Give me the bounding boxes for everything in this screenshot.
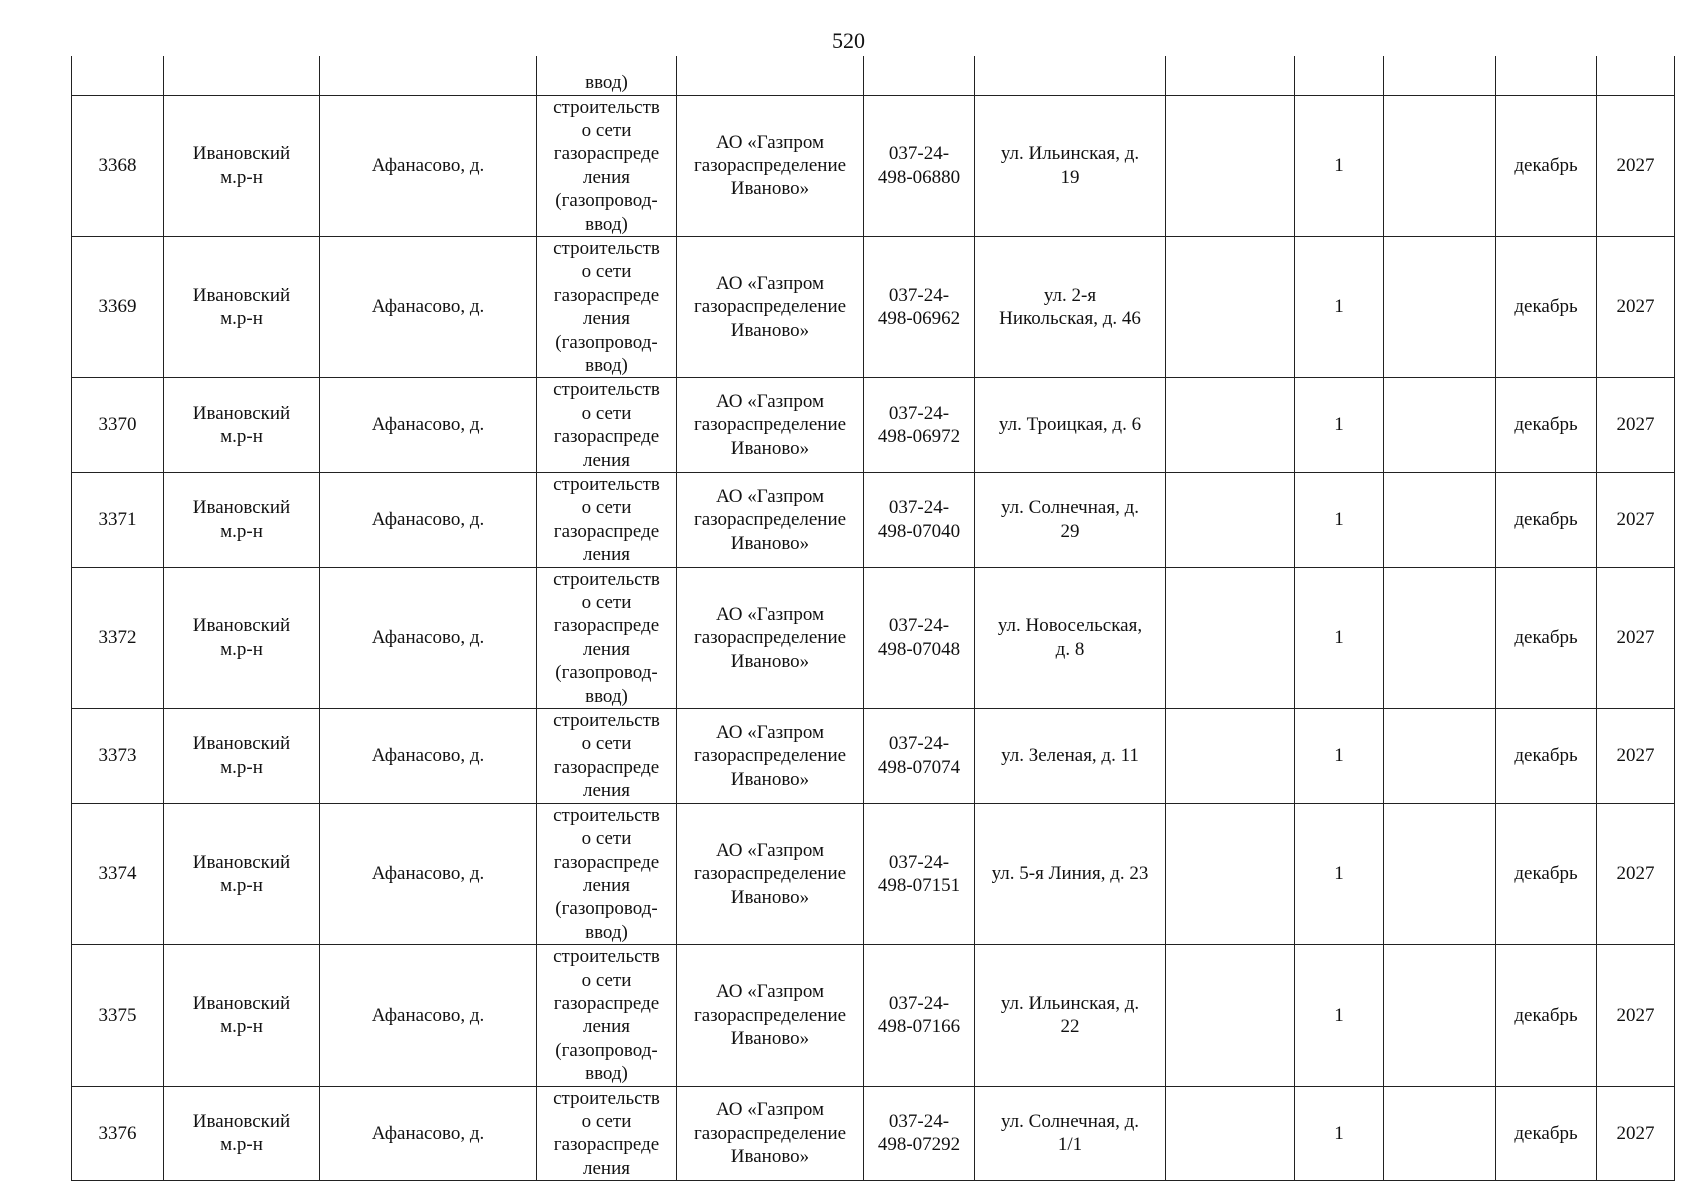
code-line: 498-07292	[877, 1134, 961, 1156]
district-line: Ивановский	[192, 1110, 291, 1132]
org-line: Иваново»	[730, 1028, 810, 1050]
month-cell: декабрь	[1496, 709, 1597, 804]
month-cell: декабрь	[1496, 378, 1597, 473]
org-line: АО «Газпром	[715, 981, 825, 1003]
org-cell	[677, 95, 864, 236]
type-line: о сети	[581, 592, 632, 614]
org-line: Иваново»	[730, 650, 810, 672]
type-line: ввод)	[585, 921, 628, 943]
org-line: газораспределение	[693, 863, 847, 885]
district-line: м.р-н	[220, 1134, 263, 1156]
org-line: газораспределение	[693, 1004, 847, 1026]
type-cell	[537, 378, 677, 473]
empty-cell	[1166, 378, 1295, 473]
year-cell: 2027	[1597, 378, 1675, 473]
district-cell	[164, 56, 320, 95]
address-cell	[975, 56, 1166, 95]
empty-cell	[1384, 473, 1496, 568]
org-line: газораспределение	[693, 509, 847, 531]
table-row	[72, 1086, 1675, 1181]
district-line: м.р-н	[220, 756, 263, 778]
org-line: АО «Газпром	[715, 1099, 825, 1121]
address-line: Никольская, д. 46	[999, 308, 1141, 330]
district-cell	[164, 473, 320, 568]
org-line: Иваново»	[730, 532, 810, 554]
org-cell	[677, 803, 864, 944]
month-cell: декабрь	[1496, 473, 1597, 568]
type-line: ввод)	[585, 685, 628, 707]
settlement-cell: Афанасово, д.	[320, 473, 537, 568]
type-cell	[537, 567, 677, 708]
code-line: 037-24-	[888, 851, 950, 873]
empty-cell	[1166, 95, 1295, 236]
type-line: о сети	[581, 261, 632, 283]
code-cell	[864, 95, 975, 236]
type-line: о сети	[581, 497, 632, 519]
num-cell: 3373	[72, 709, 164, 804]
address-cell	[975, 709, 1166, 804]
district-line: Ивановский	[192, 143, 291, 165]
empty-cell	[1384, 803, 1496, 944]
settlement-cell	[320, 56, 537, 95]
year-cell	[1597, 56, 1675, 95]
type-line: ввод)	[585, 72, 628, 94]
type-line: строительств	[553, 946, 660, 968]
type-line: строительств	[553, 474, 660, 495]
empty-cell	[1384, 378, 1496, 473]
district-line: м.р-н	[220, 426, 263, 448]
num-cell: 3375	[72, 945, 164, 1086]
code-line: 037-24-	[888, 402, 950, 424]
num-cell: 3376	[72, 1086, 164, 1181]
type-line: строительств	[553, 710, 660, 732]
type-cell	[537, 945, 677, 1086]
address-line: 29	[1060, 520, 1080, 542]
address-line: ул. Зеленая, д. 11	[1001, 745, 1139, 767]
table-body	[72, 56, 1675, 1181]
empty-cell	[1166, 709, 1295, 804]
count-cell: 1	[1295, 1086, 1384, 1181]
type-line: газораспреде	[553, 992, 660, 1014]
num-cell: 3372	[72, 567, 164, 708]
address-cell	[975, 473, 1166, 568]
count-cell: 1	[1295, 236, 1384, 377]
empty-cell	[1166, 803, 1295, 944]
org-line: газораспределение	[693, 296, 847, 318]
org-line: газораспределение	[693, 414, 847, 436]
address-cell	[975, 945, 1166, 1086]
year-cell: 2027	[1597, 567, 1675, 708]
district-cell	[164, 1086, 320, 1181]
year-cell: 2027	[1597, 236, 1675, 377]
district-line: м.р-н	[220, 874, 263, 896]
type-line: (газопровод-	[555, 190, 658, 212]
address-line: ул. Ильинская, д.	[1000, 992, 1140, 1014]
district-line: Ивановский	[192, 615, 291, 637]
district-line: м.р-н	[220, 308, 263, 330]
org-line: АО «Газпром	[715, 485, 825, 507]
org-line: Иваново»	[730, 319, 810, 341]
address-line: 19	[1060, 166, 1080, 188]
code-line: 498-06962	[877, 308, 961, 330]
org-line: газораспределение	[693, 155, 847, 177]
district-cell	[164, 236, 320, 377]
table-row	[72, 236, 1675, 377]
address-line: д. 8	[1055, 638, 1085, 660]
org-line: Иваново»	[730, 1146, 810, 1168]
type-line: строительств	[553, 1087, 660, 1109]
code-cell	[864, 803, 975, 944]
settlement-cell: Афанасово, д.	[320, 945, 537, 1086]
type-line: газораспреде	[553, 1134, 660, 1156]
code-cell	[864, 56, 975, 95]
org-line: газораспределение	[693, 1122, 847, 1144]
table-row	[72, 803, 1675, 944]
address-line: 1/1	[1057, 1134, 1083, 1156]
month-cell: декабрь	[1496, 95, 1597, 236]
org-line: АО «Газпром	[715, 131, 825, 153]
table-row	[72, 473, 1675, 568]
type-line: (газопровод-	[555, 1039, 658, 1061]
settlement-cell: Афанасово, д.	[320, 95, 537, 236]
count-cell: 1	[1295, 567, 1384, 708]
empty-cell	[1384, 236, 1496, 377]
address-cell	[975, 378, 1166, 473]
count-cell: 1	[1295, 709, 1384, 804]
code-line: 498-07048	[877, 638, 961, 660]
district-cell	[164, 945, 320, 1086]
table-row	[72, 709, 1675, 804]
type-cell	[537, 236, 677, 377]
object-table	[71, 56, 1675, 1181]
address-line: ул. 5-я Линия, д. 23	[991, 863, 1149, 885]
empty-cell	[1166, 473, 1295, 568]
type-line: о сети	[581, 828, 632, 850]
district-line: Ивановский	[192, 284, 291, 306]
type-line: газораспреде	[553, 426, 660, 448]
address-cell	[975, 1086, 1166, 1181]
settlement-cell: Афанасово, д.	[320, 709, 537, 804]
code-line: 498-07074	[877, 756, 961, 778]
type-line: ления	[583, 780, 630, 802]
type-line: ввод)	[585, 354, 628, 376]
code-line: 037-24-	[888, 143, 950, 165]
org-cell	[677, 56, 864, 95]
empty-cell	[1384, 567, 1496, 708]
org-line: АО «Газпром	[715, 391, 825, 413]
district-line: м.р-н	[220, 166, 263, 188]
year-cell: 2027	[1597, 803, 1675, 944]
code-cell	[864, 567, 975, 708]
count-cell: 1	[1295, 95, 1384, 236]
continued-row	[72, 56, 1675, 95]
code-line: 037-24-	[888, 733, 950, 755]
district-cell	[164, 378, 320, 473]
type-line: ления	[583, 308, 630, 330]
code-line: 037-24-	[888, 992, 950, 1014]
table-row	[72, 378, 1675, 473]
settlement-cell: Афанасово, д.	[320, 1086, 537, 1181]
code-cell	[864, 378, 975, 473]
code-line: 037-24-	[888, 615, 950, 637]
district-line: м.р-н	[220, 638, 263, 660]
org-line: АО «Газпром	[715, 273, 825, 295]
settlement-cell: Афанасово, д.	[320, 803, 537, 944]
empty-cell	[1166, 567, 1295, 708]
org-cell	[677, 945, 864, 1086]
month-cell: декабрь	[1496, 803, 1597, 944]
empty-cell	[1384, 1086, 1496, 1181]
org-line: газораспределение	[693, 627, 847, 649]
code-cell	[864, 1086, 975, 1181]
empty-cell	[1166, 236, 1295, 377]
district-cell	[164, 567, 320, 708]
year-cell: 2027	[1597, 473, 1675, 568]
address-line: ул. Ильинская, д.	[1000, 143, 1140, 165]
district-cell	[164, 709, 320, 804]
code-line: 037-24-	[888, 1110, 950, 1132]
type-line: строительств	[553, 237, 660, 259]
type-line: ввод)	[585, 1063, 628, 1085]
org-line: Иваново»	[730, 768, 810, 790]
district-cell	[164, 803, 320, 944]
type-line: газораспреде	[553, 851, 660, 873]
count-cell: 1	[1295, 473, 1384, 568]
empty-cell	[1384, 945, 1496, 1086]
address-line: ул. Новосельская,	[997, 615, 1143, 637]
address-line: ул. Солнечная, д.	[1001, 497, 1139, 519]
settlement-cell: Афанасово, д.	[320, 236, 537, 377]
type-line: о сети	[581, 119, 632, 141]
type-line: ления	[583, 874, 630, 896]
district-cell	[164, 95, 320, 236]
code-cell	[864, 709, 975, 804]
type-line: газораспреде	[553, 756, 660, 778]
month-cell: декабрь	[1496, 236, 1597, 377]
type-line: о сети	[581, 969, 632, 991]
empty-cell	[1166, 945, 1295, 1086]
org-line: Иваново»	[730, 437, 810, 459]
code-line: 037-24-	[888, 497, 950, 519]
type-line: ления	[583, 1157, 630, 1179]
org-cell	[677, 236, 864, 377]
type-line: ления	[583, 1016, 630, 1038]
count-cell: 1	[1295, 378, 1384, 473]
type-line: строительств	[553, 96, 660, 118]
num-cell: 3368	[72, 95, 164, 236]
district-line: м.р-н	[220, 520, 263, 542]
code-line: 498-06880	[877, 166, 961, 188]
page-number: 520	[832, 28, 865, 53]
code-line: 498-07166	[877, 1016, 961, 1038]
type-cell	[537, 1086, 677, 1181]
address-cell	[975, 567, 1166, 708]
empty-cell	[1166, 56, 1295, 95]
district-line: Ивановский	[192, 497, 291, 519]
type-line: (газопровод-	[555, 331, 658, 353]
org-cell	[677, 378, 864, 473]
type-line: о сети	[581, 1110, 632, 1132]
type-line: ления	[583, 544, 630, 566]
empty-cell	[1384, 95, 1496, 236]
org-cell	[677, 567, 864, 708]
type-line: строительств	[553, 804, 660, 826]
count-cell: 1	[1295, 945, 1384, 1086]
org-cell	[677, 709, 864, 804]
month-cell	[1496, 56, 1597, 95]
type-line: строительств	[553, 568, 660, 590]
org-line: Иваново»	[730, 886, 810, 908]
org-line: газораспределение	[693, 745, 847, 767]
num-cell: 3369	[72, 236, 164, 377]
type-line: газораспреде	[553, 615, 660, 637]
org-cell	[677, 473, 864, 568]
year-cell: 2027	[1597, 95, 1675, 236]
type-line: ления	[583, 449, 630, 471]
code-cell	[864, 945, 975, 1086]
org-cell	[677, 1086, 864, 1181]
district-line: Ивановский	[192, 851, 291, 873]
month-cell: декабрь	[1496, 1086, 1597, 1181]
num-cell	[72, 56, 164, 95]
type-line: ления	[583, 638, 630, 660]
org-line: Иваново»	[730, 178, 810, 200]
year-cell: 2027	[1597, 709, 1675, 804]
address-line: 22	[1060, 1016, 1080, 1038]
type-line: строительств	[553, 379, 660, 401]
type-line: (газопровод-	[555, 898, 658, 920]
address-line: ул. 2-я	[1043, 284, 1097, 306]
type-cell	[537, 709, 677, 804]
type-cell	[537, 473, 677, 568]
type-line: газораспреде	[553, 284, 660, 306]
type-cell	[537, 56, 677, 95]
settlement-cell: Афанасово, д.	[320, 378, 537, 473]
org-line: АО «Газпром	[715, 839, 825, 861]
address-line: ул. Троицкая, д. 6	[998, 414, 1142, 436]
district-line: Ивановский	[192, 402, 291, 424]
table-row	[72, 567, 1675, 708]
address-cell	[975, 803, 1166, 944]
num-cell: 3374	[72, 803, 164, 944]
type-line: ления	[583, 166, 630, 188]
address-line: ул. Солнечная, д.	[1001, 1110, 1139, 1132]
empty-cell	[1166, 1086, 1295, 1181]
num-cell: 3370	[72, 378, 164, 473]
count-cell: 1	[1295, 803, 1384, 944]
district-line: Ивановский	[192, 733, 291, 755]
org-line: АО «Газпром	[715, 603, 825, 625]
year-cell: 2027	[1597, 945, 1675, 1086]
code-cell	[864, 236, 975, 377]
type-cell	[537, 95, 677, 236]
month-cell: декабрь	[1496, 567, 1597, 708]
code-line: 498-07040	[877, 520, 961, 542]
type-line: ввод)	[585, 213, 628, 235]
type-line: газораспреде	[553, 143, 660, 165]
type-line: о сети	[581, 402, 632, 424]
type-line: газораспреде	[553, 520, 660, 542]
table-row	[72, 945, 1675, 1086]
count-cell	[1295, 56, 1384, 95]
type-line: о сети	[581, 733, 632, 755]
year-cell: 2027	[1597, 1086, 1675, 1181]
settlement-cell: Афанасово, д.	[320, 567, 537, 708]
code-line: 037-24-	[888, 284, 950, 306]
code-line: 498-07151	[877, 874, 961, 896]
code-cell	[864, 473, 975, 568]
district-line: Ивановский	[192, 992, 291, 1014]
type-cell	[537, 803, 677, 944]
table-row	[72, 95, 1675, 236]
org-line: АО «Газпром	[715, 721, 825, 743]
empty-cell	[1384, 709, 1496, 804]
num-cell: 3371	[72, 473, 164, 568]
type-line: (газопровод-	[555, 662, 658, 684]
address-cell	[975, 236, 1166, 377]
month-cell: декабрь	[1496, 945, 1597, 1086]
district-line: м.р-н	[220, 1016, 263, 1038]
address-cell	[975, 95, 1166, 236]
code-line: 498-06972	[877, 426, 961, 448]
empty-cell	[1384, 56, 1496, 95]
